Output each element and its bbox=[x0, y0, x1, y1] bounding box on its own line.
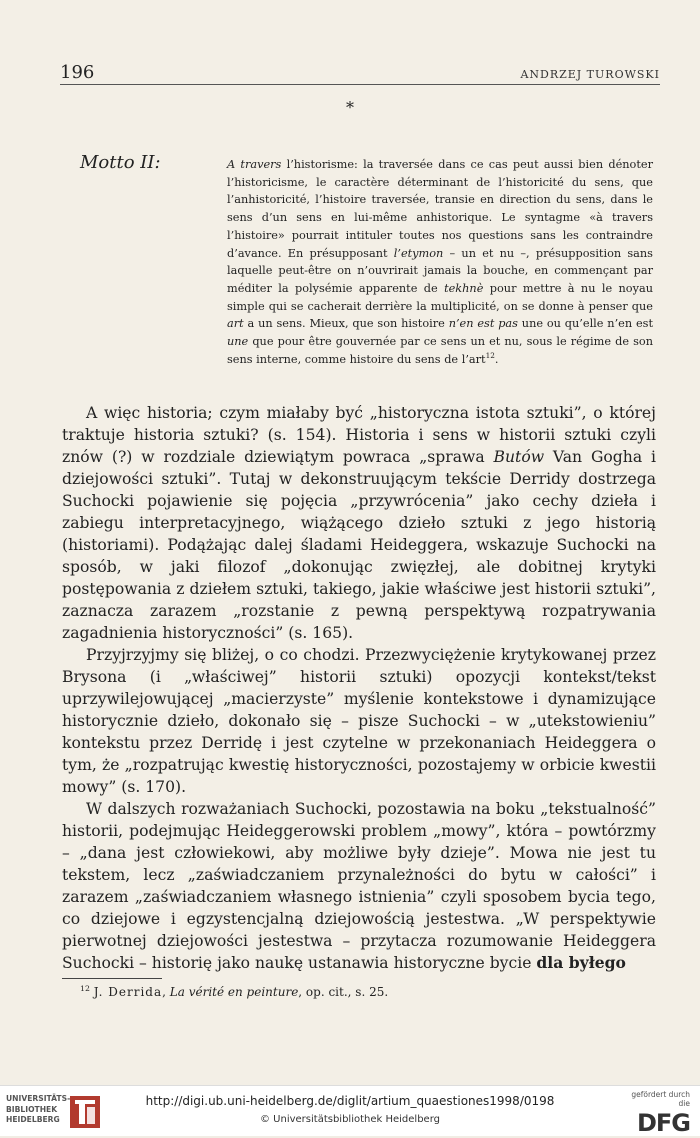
footnote-title: La vérité en peinture bbox=[169, 985, 299, 999]
logo-line-2: BIBLIOTHEK bbox=[6, 1104, 58, 1114]
motto-label-text: Motto II bbox=[80, 152, 155, 173]
logo-line-1: UNIVERSITÄTS- bbox=[6, 1094, 71, 1103]
source-url-link[interactable]: http://digi.ub.uni-heidelberg.de/diglit/artium_quaestiones1998/0198 bbox=[145, 1094, 555, 1108]
footnote: $^{12}$ J. Derrida, La vérité en peinture, op. cit., s. 25. bbox=[80, 984, 389, 999]
paragraph-3-part-a: W dalszych rozważaniach Suchocki, pozostawia na boku „tekstualność” historii, podejmując Heideggerowski problem „mowy”, która – powtórzmy – „dana jest człowiekowi, aby możliwe były dzieje”. Mowa nie jest tu tekstem, lecz „zaświadczaniem przynależności do bytu w całości” i zarazem „zaświadczaniem własnego istnienia” czyli sposobem bycia tego, co dziejowe i egzystencjalną dziejowością jestestwa. „W perspektywie pierwotnej dziejowości jestestwa – przytacza rozumowanie Heideggera Suchocki – historię jako naukę ustanawia historyczne bycie bbox=[62, 800, 656, 972]
footnote-author: J. Derrida bbox=[93, 985, 163, 999]
motto-text-d: a un sens. Mieux, que son histoire bbox=[243, 317, 449, 331]
copyright-notice: © Universitätsbibliothek Heidelberg bbox=[259, 1114, 440, 1125]
motto-text-b: – un et nu –, présupposition sans laquelle peut-être on n’ouvrirait jamais la bouche, en commençant par méditer la polysémie apparente de bbox=[227, 246, 653, 295]
paragraph-2: Przyjrzyjmy się bliżej, o co chodzi. Przezwyciężenie krytykowanej przez Brysona (i „właściwej” historii sztuki) opozycji kontekst/tekst uprzywilejowującej „macierzyste” myślenie kontekstowe i dynamizujące historycznie dzieło, dokonało się – pisze Suchocki – w „utekstowieniu” kontekstu przez Derridę i jest czytelne w przekonaniach Heideggera o tym, że „rozpatrując kwestię historyczności, pozostajemy w orbicie kwestii mowy” (s. 170). bbox=[62, 646, 656, 796]
paragraph-1-part-a: A więc historia; czym miałaby być „historyczna istota sztuki”, o której traktuje historia sztuki? (s. 154). Historia i sens w historii sztuki czyli znów (?) w rozdziale dziewiątym powraca „sprawa bbox=[62, 404, 656, 466]
motto-text-c: pour mettre à nu le noyau simple qui se cacherait derrière la multiplicité, on se donne à penser que bbox=[227, 281, 653, 313]
motto-quote bbox=[227, 156, 653, 368]
footnote-rest: , op. cit., s. 25. bbox=[298, 985, 389, 999]
motto-text-e: une ou qu’elle n’en est bbox=[517, 317, 653, 331]
motto-text-end: . bbox=[494, 352, 499, 366]
body-text bbox=[62, 402, 656, 974]
section-separator: * bbox=[346, 98, 354, 117]
logo-line-3: HEIDELBERG bbox=[6, 1115, 60, 1124]
footnote-number: 12 bbox=[80, 984, 90, 993]
dfg-caption: gefördert durch die bbox=[631, 1090, 690, 1108]
motto-label-colon: : bbox=[154, 152, 161, 173]
motto-italic-une: une bbox=[227, 335, 249, 349]
motto-text-f: que pour être gouvernée par ce sens un et nu, sous le régime de son sens interne, comme histoire du sens de l’art bbox=[227, 335, 653, 366]
dfg-sponsor-logo[interactable] bbox=[618, 1090, 690, 1137]
motto-italic-intro: A travers bbox=[227, 158, 282, 171]
running-head: ANDRZEJ TUROWSKI bbox=[520, 68, 660, 81]
page-number: 196 bbox=[60, 62, 95, 83]
page-header bbox=[60, 58, 660, 85]
paragraph-1-italic-butow: Butów bbox=[493, 448, 545, 466]
motto-label bbox=[80, 152, 161, 173]
motto-italic-etymon: l’etymon bbox=[393, 246, 444, 260]
motto-italic-art: art bbox=[227, 317, 244, 331]
footnote-divider bbox=[62, 978, 162, 979]
paragraph-3-bold: dla byłego bbox=[536, 953, 626, 972]
dfg-logo-icon: DFG bbox=[636, 1109, 690, 1137]
paragraph-3 bbox=[62, 798, 656, 974]
footnote-reference[interactable]: 12 bbox=[485, 350, 495, 360]
motto-italic-nenest: n’en est pas bbox=[448, 317, 518, 331]
motto-italic-tekhne: tekhnè bbox=[444, 281, 484, 295]
paragraph-1 bbox=[62, 402, 656, 644]
footer-bar bbox=[0, 1085, 700, 1136]
motto-text-a: l’historisme: la traversée dans ce cas peut aussi bien dénoter l’historicisme, le caractère déterminant de l’historicité du sens, que l’anhistoricité, l’histoire traversée, transie en direction du sens, dans le sens d’un sens en lui-même anhistorique. Le syntagme «à travers l’histoire» pourrait intituler toutes nos questions sans les contraindre d’avance. En présupposant bbox=[227, 158, 653, 260]
paragraph-1-part-b: Van Gogha i dziejowości sztuki”. Tutaj w dekonstruującym tekście Derridy dostrzega Suchocki pojawienie się pojęcia „przywrócenia” jako cechy dzieła i zabiegu interpretacyjnego, wiążącego dzieło sztuki z jego historią (historiami). Podążając dalej śladami Heideggera, wskazuje Suchocki na sposób, w jaki filozof „dokonując zwięzłej, ale dobitnej krytyki postępowania z dziełem sztuki, takiego, jakie właściwe jest historii sztuki”, zaznacza zarazem „rozstanie z pewną perspektywą rozpatrywania zagadnienia historyczności” (s. 165). bbox=[62, 448, 656, 642]
